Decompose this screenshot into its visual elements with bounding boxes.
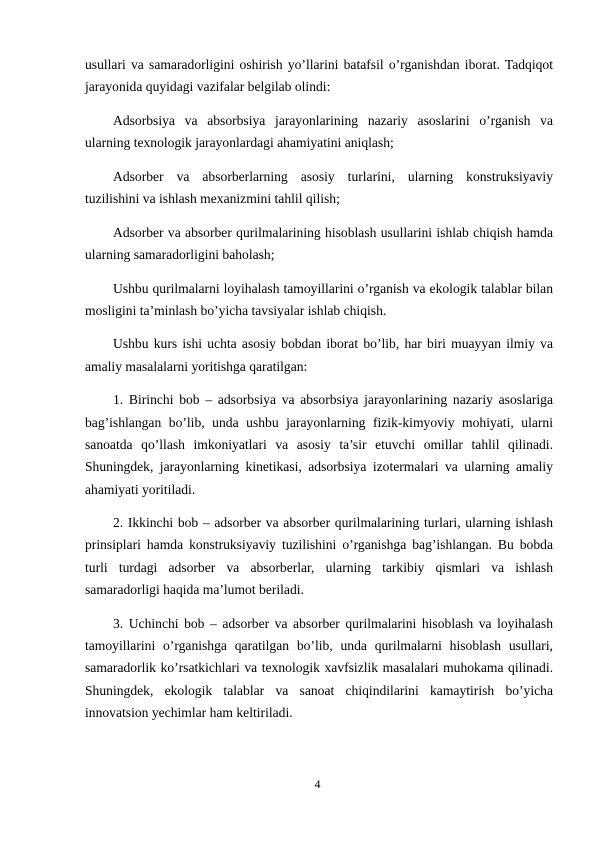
page-number: 4 (314, 777, 321, 791)
paragraph: 2. Ikkinchi bob – adsorber va absorber qurilmalarining turlari, ularning ishlash prinsiplari hamda konstruksiyaviy tuzilishini o’rganishga bag’ishlangan. Bu bobda turli turdagi adsorber va absorberlar, ularning tarkibiy qismlari va ishlash samaradorligi haqida ma’lumot beriladi. (85, 515, 553, 598)
paragraph: Adsorber va absorber qurilmalarining hisoblash usullarini ishlab chiqish hamda ularning samaradorligini baholash; (85, 224, 553, 262)
paragraph: Adsorbsiya va absorbsiya jarayonlarining nazariy asoslarini o’rganish va ularning texnologik jarayonlardagi ahamiyatini aniqlash; (85, 112, 553, 151)
paragraph: Ushbu kurs ishi uchta asosiy bobdan iborat bo’lib, har biri muayyan ilmiy va amaliy masalalarni yoritishga qaratilgan: (85, 336, 553, 374)
paragraph: usullari va samaradorligini oshirish yo’llarini batafsil o’rganishdan iborat. Tadqiqot jarayonida quyidagi vazifalar belgilab olindi: (85, 57, 553, 95)
paragraph: 1. Birinchi bob – adsorbsiya va absorbsiya jarayonlarining nazariy asoslariga bag’ishlangan bo’lib, unda ushbu jarayonlarning fizik-kimyoviy mohiyati, ularni sanoatda qo’llash imkoniyatlari va asosiy ta’sir etuvchi omillar tahlil qilinadi. Shuningdek, jarayonlarning kinetikasi, adsorbsiya izotermalari va ularning amaliy ahamiyati yoritiladi. (85, 392, 553, 497)
paragraph: Ushbu qurilmalarni loyihalash tamoyillarini o’rganish va ekologik talablar bilan mosligini ta’minlash bo’yicha tavsiyalar ishlab chiqish. (85, 280, 553, 318)
document-body (85, 54, 553, 735)
paragraph: Adsorber va absorberlarning asosiy turlarini, ularning konstruksiyaviy tuzilishini va ishlash mexanizmini tahlil qilish; (85, 168, 553, 207)
paragraph: 3. Uchinchi bob – adsorber va absorber qurilmalarini hisoblash va loyihalash tamoyillarini o’rganishga qaratilgan bo’lib, unda qurilmalarni hisoblash usullari, samaradorlik ko’rsatkichlari va texnologik xavfsizlik masalalari muhokama qilinadi. Shuningdek, ekologik talablar va sanoat chiqindilarini kamaytirish bo’yicha innovatsion yechimlar ham keltiriladi. (85, 615, 553, 720)
